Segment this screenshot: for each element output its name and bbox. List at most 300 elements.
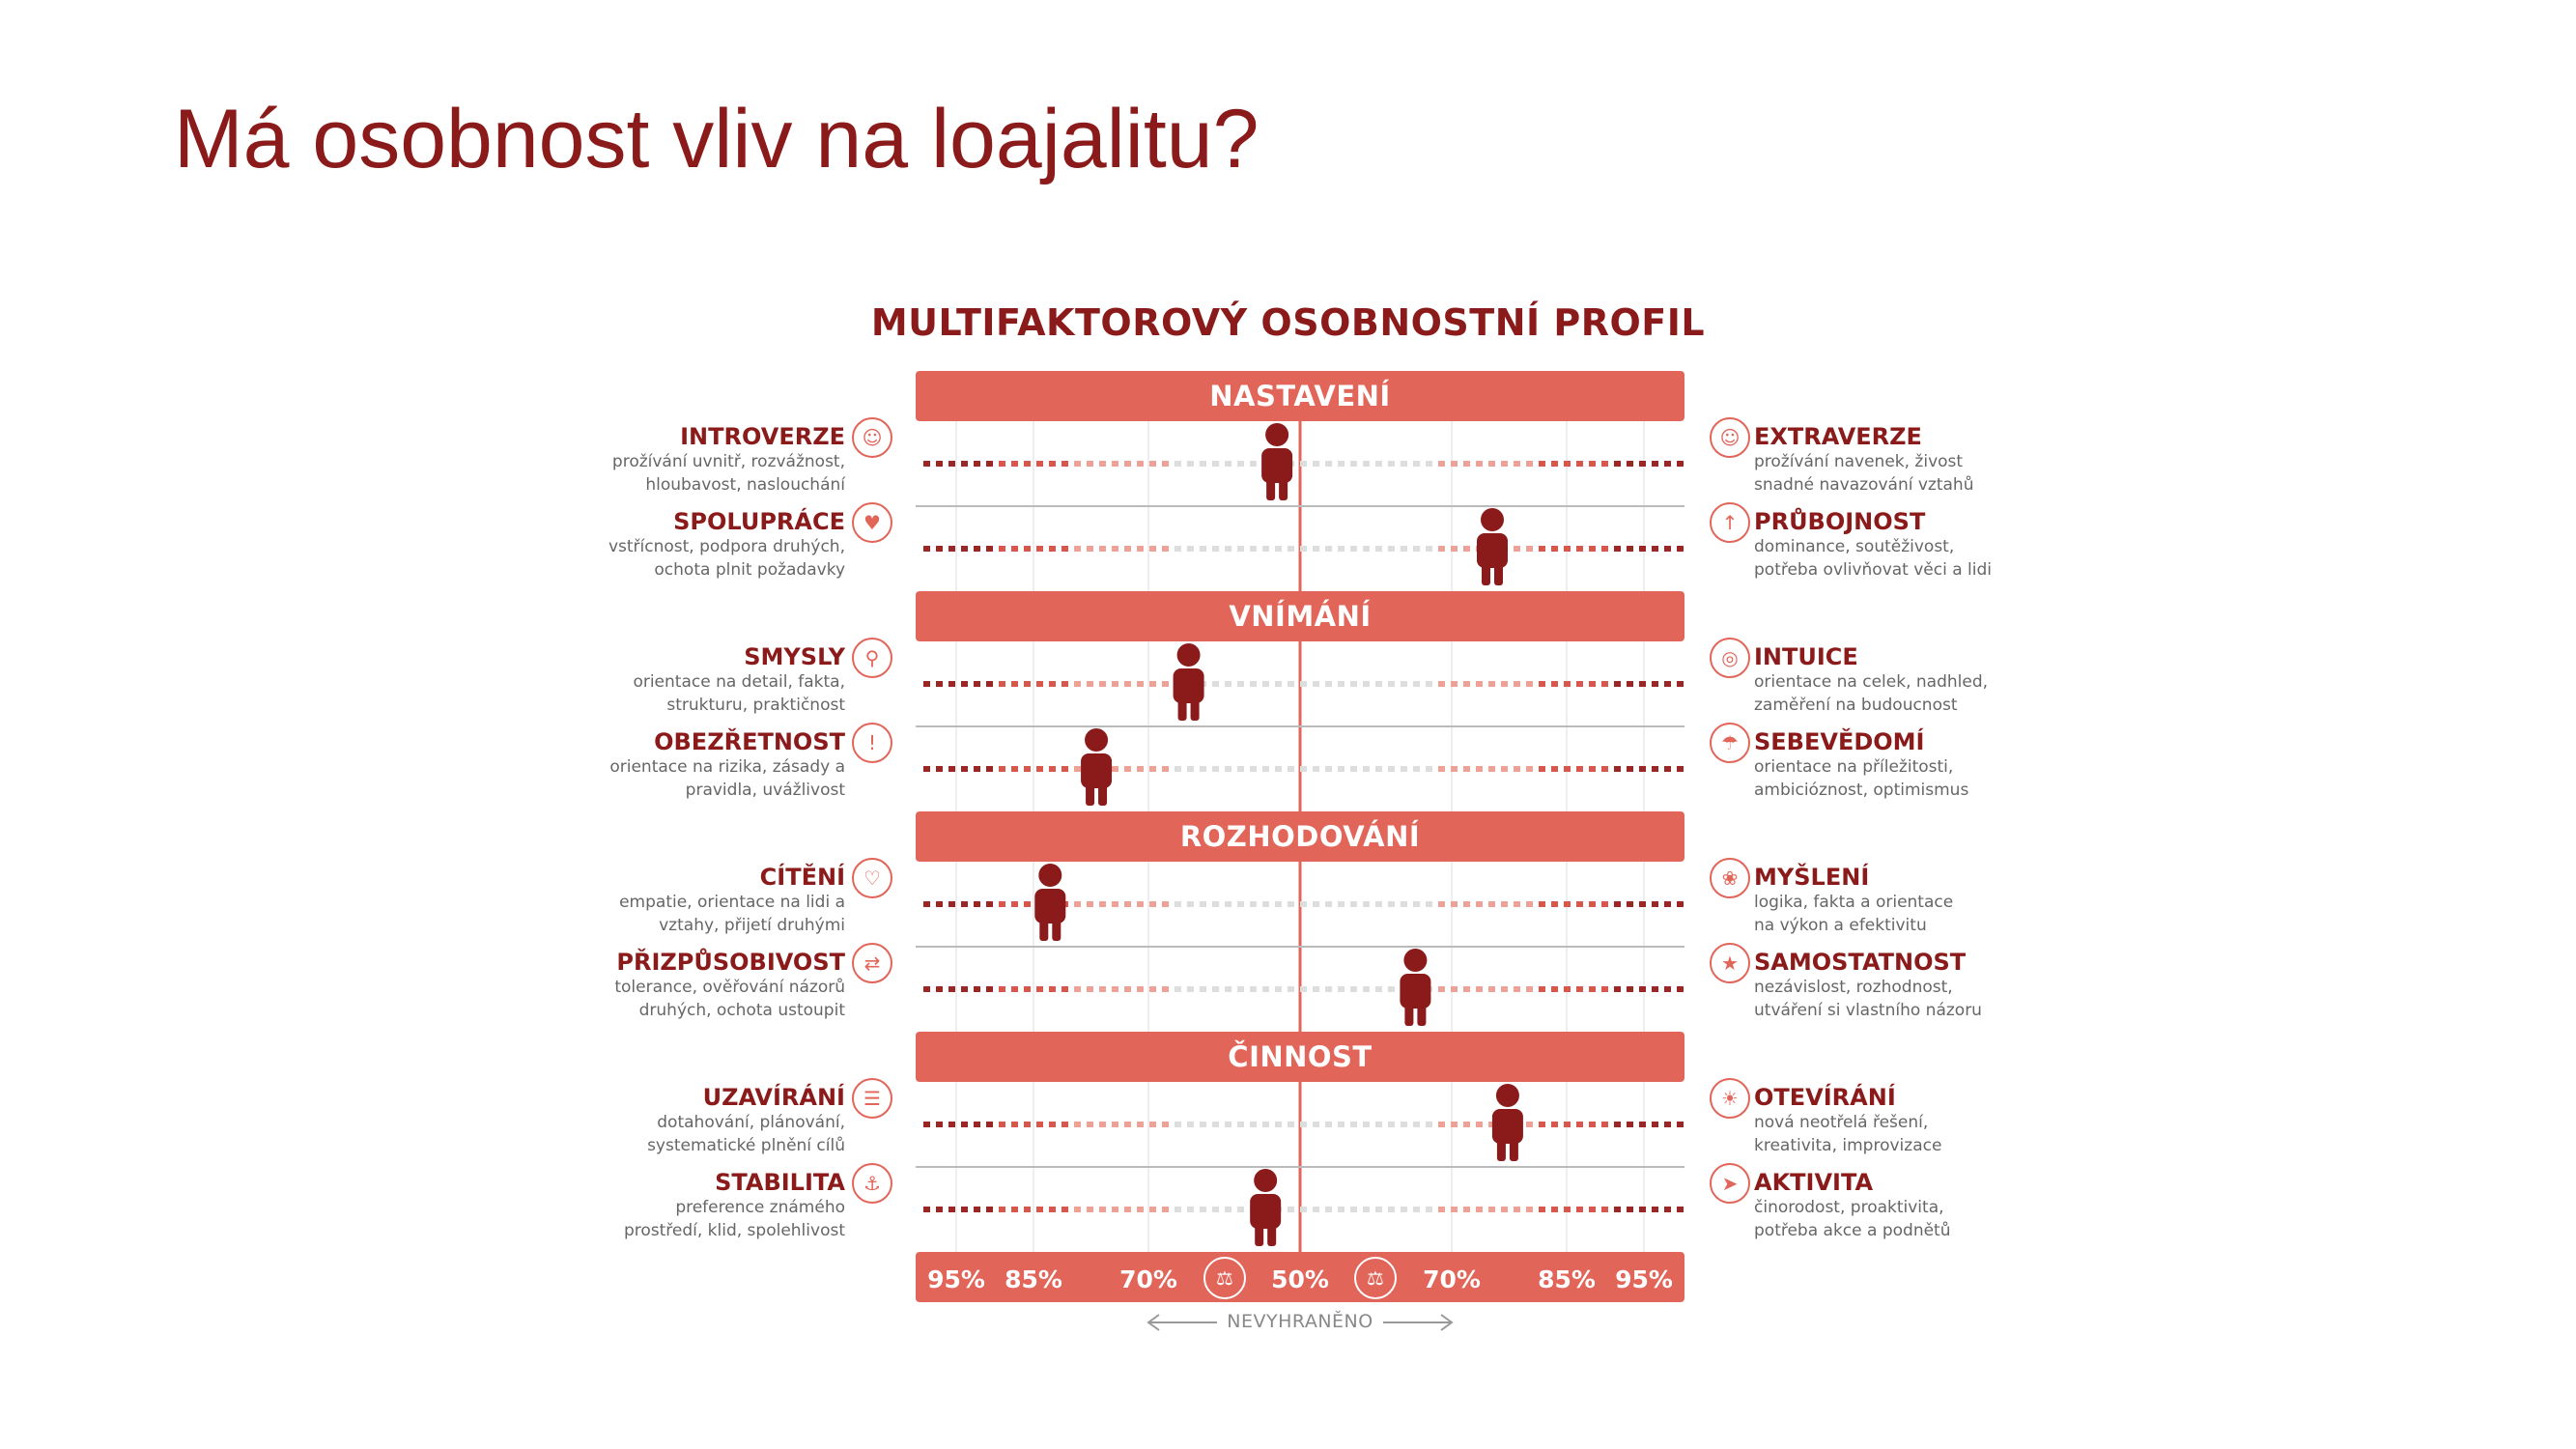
runner-icon: ➤ (1710, 1163, 1750, 1204)
row-dot (1526, 766, 1533, 772)
trait-right (1754, 949, 2063, 1022)
row-dot (1074, 546, 1081, 552)
row-dot (1526, 1207, 1533, 1212)
adapt-icon: ⇄ (852, 943, 892, 983)
trait-description: utváření si vlastního názoru (1754, 1001, 1982, 1020)
row-dot (1652, 1122, 1658, 1127)
trait-name: OBEZŘETNOST (654, 728, 845, 755)
row-dot (1087, 546, 1093, 552)
trait-description: tolerance, ověřování názorů (614, 978, 845, 997)
row-dot (1451, 546, 1458, 552)
row-dot (1627, 546, 1633, 552)
row-dot (1338, 681, 1345, 687)
row-dot (1401, 1122, 1407, 1127)
row-dot (1363, 901, 1370, 907)
row-dot (1576, 986, 1583, 992)
row-dot (1501, 986, 1508, 992)
person-marker (1034, 864, 1065, 941)
trait-description: kreativita, improvizace (1754, 1136, 1942, 1155)
row-dot (1614, 1207, 1621, 1212)
row-dot (1225, 681, 1231, 687)
axis-label: 85% (1538, 1265, 1596, 1293)
row-dot (1601, 901, 1608, 907)
row-dot (1112, 901, 1118, 907)
section-header: ROZHODOVÁNÍ (916, 811, 1684, 862)
trait-left (497, 728, 845, 802)
row-dot (1325, 546, 1332, 552)
row-dot (1212, 1122, 1219, 1127)
row-dot (1589, 1207, 1596, 1212)
row-dot (1049, 681, 1056, 687)
row-dot (1074, 461, 1081, 467)
section-header: NASTAVENÍ (916, 371, 1684, 421)
row-dot (1011, 1207, 1018, 1212)
row-dot (1300, 766, 1307, 772)
row-dot (1262, 681, 1269, 687)
row-dot (1275, 901, 1282, 907)
row-dot (999, 1122, 1005, 1127)
row-dot (1099, 1122, 1106, 1127)
trait-right (1754, 1084, 2063, 1157)
globe-icon: ◎ (1710, 638, 1750, 678)
row-dot (936, 1207, 943, 1212)
row-dot (1589, 1122, 1596, 1127)
row-dot (1187, 901, 1194, 907)
row-dot (1099, 986, 1106, 992)
row-dot (1388, 986, 1395, 992)
row-dot (1589, 766, 1596, 772)
row-dot (936, 546, 943, 552)
row-dot (1375, 1207, 1382, 1212)
row-dot (1024, 681, 1031, 687)
row-dot (1539, 1122, 1545, 1127)
row-dot (1250, 681, 1257, 687)
row-dot (1576, 681, 1583, 687)
row-dot (1551, 901, 1558, 907)
row-dot (1250, 546, 1257, 552)
row-dot (1463, 681, 1470, 687)
row-dot (1614, 901, 1621, 907)
row-dot (1112, 1207, 1118, 1212)
row-dot (1237, 766, 1244, 772)
row-dot (1564, 1122, 1571, 1127)
row-dot (1313, 546, 1319, 552)
row-dot (948, 901, 955, 907)
row-dot (1589, 681, 1596, 687)
row-dot (1237, 1207, 1244, 1212)
row-dot (1576, 461, 1583, 467)
trait-description: snadné navazování vztahů (1754, 475, 1974, 495)
person-marker (1081, 728, 1112, 806)
row-dot (1200, 901, 1206, 907)
trait-description: nezávislost, rozhodnost, (1754, 978, 1953, 997)
row-dot (961, 901, 968, 907)
row-dot (1024, 546, 1031, 552)
row-dot (1539, 1207, 1545, 1212)
row-dot (1300, 901, 1307, 907)
row-dot (1137, 1122, 1144, 1127)
brain-icon: ❀ (1710, 858, 1750, 898)
row-dot (1576, 766, 1583, 772)
trait-description: dominance, soutěživost, (1754, 537, 1955, 556)
row-dot (1426, 766, 1432, 772)
row-dot (1225, 986, 1231, 992)
umbrella-icon: ☂ (1710, 723, 1750, 763)
row-dot (1677, 766, 1684, 772)
row-dot (1664, 766, 1671, 772)
trait-left (497, 1169, 845, 1242)
row-dot (1375, 901, 1382, 907)
trait-description: systematické plnění cílů (647, 1136, 845, 1155)
row-dot (1350, 766, 1357, 772)
row-dot (1664, 546, 1671, 552)
row-dot (1601, 986, 1608, 992)
row-dot (1514, 681, 1520, 687)
row-dot (1187, 1122, 1194, 1127)
trait-description: na výkon a efektivitu (1754, 916, 1927, 935)
person-marker (1261, 423, 1292, 500)
row-dot (1049, 461, 1056, 467)
row-dot (1175, 461, 1181, 467)
row-dot (948, 766, 955, 772)
row-dot (1639, 901, 1646, 907)
row-dot (1062, 1122, 1068, 1127)
row-dot (1526, 1122, 1533, 1127)
row-dot (1476, 1122, 1483, 1127)
row-dot (1627, 986, 1633, 992)
checklist-icon: ☰ (852, 1078, 892, 1119)
trait-description: prožívání uvnitř, rozvážnost, (611, 452, 845, 471)
row-dot (1363, 1207, 1370, 1212)
row-dot (1438, 1122, 1445, 1127)
row-dot (1463, 1207, 1470, 1212)
row-dot (1024, 986, 1031, 992)
row-dot (1551, 1207, 1558, 1212)
row-dot (1576, 1207, 1583, 1212)
row-dot (1350, 461, 1357, 467)
row-dot (1627, 461, 1633, 467)
row-dot (1601, 766, 1608, 772)
row-dot (1024, 1122, 1031, 1127)
row-dot (1438, 986, 1445, 992)
row-dot (1149, 461, 1156, 467)
row-dot (1011, 681, 1018, 687)
row-dot (1375, 766, 1382, 772)
row-dot (1288, 546, 1294, 552)
stability-icon: ⚓ (852, 1163, 892, 1204)
row-dot (1262, 546, 1269, 552)
axis-label: 95% (927, 1265, 985, 1293)
row-dot (1564, 546, 1571, 552)
row-dot (1087, 1122, 1093, 1127)
row-dot (1426, 901, 1432, 907)
row-dot (1212, 1207, 1219, 1212)
row-dot (1149, 681, 1156, 687)
person-marker (1250, 1169, 1281, 1246)
row-dot (1601, 546, 1608, 552)
row-dot (1564, 986, 1571, 992)
row-dot (1426, 1207, 1432, 1212)
trait-description: orientace na detail, fakta, (633, 672, 845, 692)
row-dot (1112, 681, 1118, 687)
row-dot (1388, 1207, 1395, 1212)
row-dot (1375, 986, 1382, 992)
axis-label: 95% (1615, 1265, 1673, 1293)
trait-name: INTROVERZE (680, 423, 845, 450)
row-dot (1350, 1122, 1357, 1127)
row-dot (1175, 986, 1181, 992)
row-dot (1476, 901, 1483, 907)
row-dot (1488, 1207, 1495, 1212)
row-dot (1514, 901, 1520, 907)
row-dot (1501, 1207, 1508, 1212)
row-dot (1212, 461, 1219, 467)
row-dot (1375, 461, 1382, 467)
row-dot (961, 1207, 968, 1212)
row-dot (1601, 1122, 1608, 1127)
row-dot (1614, 546, 1621, 552)
row-dot (1137, 461, 1144, 467)
row-dot (1087, 901, 1093, 907)
row-dot (974, 461, 980, 467)
row-dot (1288, 986, 1294, 992)
row-dot (1225, 1207, 1231, 1212)
row-dot (1124, 901, 1131, 907)
row-dot (1363, 681, 1370, 687)
row-dot (974, 546, 980, 552)
row-dot (1275, 681, 1282, 687)
axis-label: 85% (1005, 1265, 1062, 1293)
row-dot (1488, 901, 1495, 907)
trait-name: SAMOSTATNOST (1754, 949, 1967, 976)
row-dot (1388, 1122, 1395, 1127)
trait-description: empatie, orientace na lidi a (619, 893, 845, 912)
row-dot (1062, 766, 1068, 772)
trait-name: SEBEVĚDOMÍ (1754, 728, 1925, 755)
trait-left (497, 864, 845, 937)
trait-right (1754, 1169, 2063, 1242)
row-dot (1162, 546, 1169, 552)
row-dot (1011, 461, 1018, 467)
trait-right (1754, 864, 2063, 937)
row-dot (1175, 1122, 1181, 1127)
row-dot (1325, 986, 1332, 992)
row-dot (1338, 461, 1345, 467)
row-dot (974, 766, 980, 772)
row-dot (1087, 1207, 1093, 1212)
row-dot (1149, 1122, 1156, 1127)
row-dot (1564, 766, 1571, 772)
row-dot (923, 766, 930, 772)
row-dot (1036, 766, 1043, 772)
balance-scale-icon: ⚖ (1354, 1257, 1397, 1299)
trait-left (497, 949, 845, 1022)
row-dot (1677, 1207, 1684, 1212)
row-dot (1463, 1122, 1470, 1127)
row-dot (1011, 546, 1018, 552)
row-dot (1451, 901, 1458, 907)
trait-name: CÍTĚNÍ (759, 864, 845, 891)
row-dot (1338, 766, 1345, 772)
row-dot (1401, 1207, 1407, 1212)
row-dot (1526, 901, 1533, 907)
row-dot (923, 461, 930, 467)
row-dot (1074, 1207, 1081, 1212)
trait-name: PŘIZPŮSOBIVOST (616, 949, 845, 976)
row-dot (948, 681, 955, 687)
row-dot (1087, 986, 1093, 992)
row-dot (1664, 986, 1671, 992)
row-dot (1288, 901, 1294, 907)
row-dot (1438, 766, 1445, 772)
row-dot (999, 546, 1005, 552)
row-dot (974, 986, 980, 992)
row-dot (1124, 1122, 1131, 1127)
trait-name: EXTRAVERZE (1754, 423, 1922, 450)
row-dot (1049, 1122, 1056, 1127)
row-dot (1388, 901, 1395, 907)
row-dot (1325, 901, 1332, 907)
row-dot (1401, 901, 1407, 907)
row-dot (1300, 546, 1307, 552)
row-dot (1262, 1122, 1269, 1127)
row-dot (961, 986, 968, 992)
lightbulb-icon: ☀ (1710, 1078, 1750, 1119)
row-dot (1551, 681, 1558, 687)
trait-description: ochota plnit požadavky (654, 560, 845, 580)
row-dot (1426, 461, 1432, 467)
row-dot (1237, 901, 1244, 907)
row-dot (1401, 546, 1407, 552)
row-dot (1652, 681, 1658, 687)
row-dot (1062, 1207, 1068, 1212)
trait-description: nová neotřelá řešení, (1754, 1113, 1929, 1132)
row-dot (1463, 986, 1470, 992)
row-dot (1576, 1122, 1583, 1127)
row-dot (1112, 986, 1118, 992)
row-dot (974, 681, 980, 687)
row-dot (1476, 461, 1483, 467)
row-dot (1501, 901, 1508, 907)
row-dot (1451, 1122, 1458, 1127)
row-dot (986, 681, 993, 687)
row-dot (1576, 901, 1583, 907)
row-dot (1551, 461, 1558, 467)
row-dot (1639, 766, 1646, 772)
row-dot (1024, 1207, 1031, 1212)
row-dot (1652, 1207, 1658, 1212)
person-marker (1174, 643, 1204, 721)
row-dot (1539, 681, 1545, 687)
row-dot (1601, 461, 1608, 467)
row-dot (1225, 766, 1231, 772)
row-dot (1664, 461, 1671, 467)
row-dot (1011, 901, 1018, 907)
row-dot (1313, 766, 1319, 772)
row-dot (999, 901, 1005, 907)
row-dot (1300, 1207, 1307, 1212)
row-dot (1526, 986, 1533, 992)
row-dot (1250, 766, 1257, 772)
row-dot (1225, 546, 1231, 552)
row-dot (1476, 766, 1483, 772)
row-dot (1124, 1207, 1131, 1212)
row-dot (1175, 1207, 1181, 1212)
trait-description: vztahy, přijetí druhými (659, 916, 845, 935)
row-dot (999, 461, 1005, 467)
row-dot (1137, 1207, 1144, 1212)
trait-name: SMYSLY (744, 643, 845, 670)
row-dot (1024, 766, 1031, 772)
row-dot (1652, 986, 1658, 992)
row-dot (1187, 766, 1194, 772)
extravert-icon: ☺ (1710, 417, 1750, 458)
row-dot (986, 766, 993, 772)
row-dot (961, 461, 968, 467)
row-dot (1062, 681, 1068, 687)
row-dot (1262, 901, 1269, 907)
trait-description: vstřícnost, podpora druhých, (608, 537, 845, 556)
axis-label: 50% (1271, 1265, 1329, 1293)
row-dot (1388, 681, 1395, 687)
row-dot (1087, 681, 1093, 687)
row-dot (1564, 901, 1571, 907)
row-dot (1175, 901, 1181, 907)
row-dot (1614, 461, 1621, 467)
axis-label: 70% (1423, 1265, 1481, 1293)
row-dot (986, 901, 993, 907)
row-dot (1124, 461, 1131, 467)
row-dot (1375, 1122, 1382, 1127)
row-dot (1463, 546, 1470, 552)
heart-head-icon: ♡ (852, 858, 892, 898)
row-dot (1539, 901, 1545, 907)
row-dot (1338, 986, 1345, 992)
row-dot (986, 546, 993, 552)
row-dot (999, 1207, 1005, 1212)
row-dot (1074, 681, 1081, 687)
row-dot (1225, 901, 1231, 907)
row-dot (1463, 901, 1470, 907)
row-dot (1313, 1122, 1319, 1127)
row-dot (974, 901, 980, 907)
trait-name: MYŠLENÍ (1754, 864, 1870, 891)
row-dot (1664, 901, 1671, 907)
trait-description: dotahování, plánování, (657, 1113, 845, 1132)
row-dot (1350, 986, 1357, 992)
row-dot (1501, 681, 1508, 687)
row-dot (1187, 986, 1194, 992)
row-dot (1024, 461, 1031, 467)
row-dot (1124, 766, 1131, 772)
row-dot (1162, 766, 1169, 772)
row-dot (1250, 986, 1257, 992)
row-dot (1664, 1207, 1671, 1212)
row-dot (1325, 1207, 1332, 1212)
row-dot (1401, 766, 1407, 772)
row-dot (1300, 681, 1307, 687)
trait-right (1754, 508, 2063, 582)
trait-description: potřeba ovlivňovat věci a lidi (1754, 560, 1993, 580)
row-dot (1036, 546, 1043, 552)
row-dot (961, 681, 968, 687)
row-dot (923, 1122, 930, 1127)
trait-description: preference známého (675, 1198, 845, 1217)
trait-name: UZAVÍRÁNÍ (702, 1084, 845, 1111)
row-dot (1627, 681, 1633, 687)
row-dot (1639, 461, 1646, 467)
row-dot (1049, 546, 1056, 552)
